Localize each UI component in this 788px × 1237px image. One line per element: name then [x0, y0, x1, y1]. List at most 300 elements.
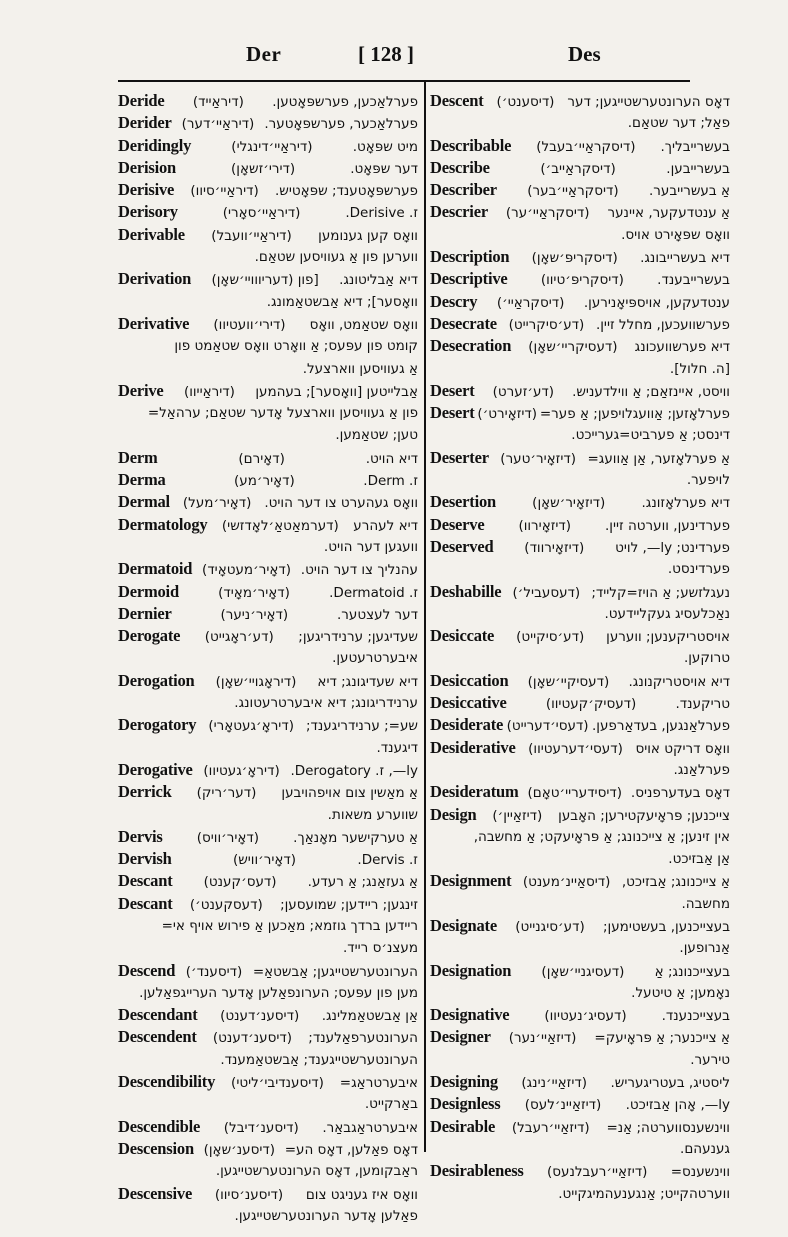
dictionary-entry [118, 224, 418, 269]
pronunciation: (דיסענ׳דיבל) [223, 1119, 299, 1136]
definition: דיא בעשרייבונג. [640, 250, 730, 267]
entry-first-line [118, 268, 418, 290]
entry-first-line [430, 313, 730, 335]
headword: Deridingly [118, 135, 192, 155]
headword: Deserved [430, 536, 494, 556]
entry-first-line [430, 1093, 730, 1115]
pronunciation: (דעסעביל׳) [512, 584, 581, 601]
headword: Descrier [430, 202, 488, 222]
definition: פערדינט; ly—, לויט [615, 539, 730, 556]
entry-first-line [430, 581, 730, 603]
pronunciation: (דיסקראַייב׳) [540, 160, 616, 177]
definition-continuation: מעצנ׳ס רייד. [342, 940, 418, 957]
dictionary-entry [430, 1004, 730, 1026]
pronunciation: (דיזאָיר׳טער) [500, 450, 576, 467]
definition: דיא פערשוועכונג [634, 339, 730, 356]
dictionary-entry [430, 781, 730, 803]
pronunciation: (דיסקראַיי׳בער) [527, 183, 619, 200]
definition-continuation: וואָסער]; דיא אַבשטאַמונג. [266, 293, 418, 310]
dictionary-entry [430, 291, 730, 313]
headword: Describe [430, 157, 490, 177]
headword: Designate [430, 915, 497, 935]
dictionary-entry [430, 201, 730, 246]
dictionary-entry [118, 135, 418, 157]
headword: Desideratum [430, 782, 519, 802]
definition: פערלאַכער, פערשפּאָטער. [264, 116, 418, 133]
definition: בעשרייבען. [666, 160, 730, 177]
entry-first-line [430, 714, 730, 736]
entry-first-line [118, 1026, 418, 1048]
headword: Desirableness [430, 1161, 524, 1181]
definition-continuation: ווערטהקייט; אַנגענעהמיגקייט. [558, 1185, 730, 1202]
dictionary-entry [430, 335, 730, 380]
entry-first-line [430, 246, 730, 268]
headword: Derma [118, 470, 166, 490]
dictionary-entry [118, 558, 418, 580]
entry-first-line [430, 1160, 730, 1182]
headword: Desiccative [430, 693, 507, 713]
dictionary-entry [118, 625, 418, 670]
headword: Dervis [118, 826, 163, 846]
definition-continuation: מחשבה. [681, 895, 730, 912]
entry-first-line [118, 380, 418, 402]
definition-continuation: פון אַ געוויסען ווארצעל אָדער שטאַם; ערהאַל= [147, 405, 418, 422]
definition: וואָס איז געניגט צום [305, 1186, 418, 1203]
pronunciation: (דיראַיי׳דינגלי) [231, 138, 313, 155]
headword: Derogate [118, 626, 181, 646]
definition-continuation: פערלאַנג. [673, 761, 730, 778]
header-rule [118, 80, 690, 82]
entry-first-line [118, 603, 418, 625]
dictionary-entry [118, 960, 418, 1005]
definition: עהנליך צו דער הויט. [300, 562, 418, 579]
definition: וואָס דריקט אויס [635, 740, 730, 757]
entry-first-line [430, 491, 730, 513]
pronunciation: (דיסענדיבי׳ליטי) [231, 1075, 324, 1092]
definition-continuation: [ה. חלול]. [669, 360, 730, 377]
entry-first-line [430, 335, 730, 357]
right-column [430, 90, 730, 1202]
definition-continuation: וועגען דער הויט. [323, 538, 418, 555]
dictionary-entry [430, 135, 730, 157]
headword: Designation [430, 960, 512, 980]
dictionary-entry [430, 246, 730, 268]
headword: Deserter [430, 447, 489, 467]
entry-first-line [118, 960, 418, 982]
headword: Dernier [118, 603, 172, 623]
pronunciation: (דע׳זערט) [492, 383, 555, 400]
dictionary-entry [430, 157, 730, 179]
pronunciation: (דיזאַיי׳רעבל) [511, 1119, 590, 1136]
pronunciation: (דיזאָירווד) [524, 539, 585, 556]
definition: אַן אַבשטאַמלינג. [321, 1008, 418, 1025]
definition: בעצייכנונג; אַ [654, 963, 730, 980]
headword: Describable [430, 135, 512, 155]
pronunciation: (דיראָ׳געטאָרי) [208, 718, 294, 735]
definition-continuation: נאָמען; אַ טיטעל. [631, 984, 730, 1001]
definition: בעשרייבליך. [660, 138, 730, 155]
entry-first-line [118, 759, 418, 781]
pronunciation: (דע׳סיקרייט) [508, 316, 585, 333]
definition-continuation: דינסט; אַ פערביט=גערייכט. [571, 427, 730, 444]
pronunciation: [פון (דעריווויי׳שאָן) [211, 272, 319, 289]
dictionary-entry [118, 1116, 418, 1138]
entry-first-line [118, 848, 418, 870]
definition-continuation: אַ געוויסען ווארצעל. [302, 360, 418, 377]
definition: איבערטראַג= [339, 1075, 418, 1092]
definition-continuation: וואָס שפּאָירט אויס. [621, 226, 730, 243]
entry-first-line [118, 224, 418, 246]
pronunciation: (דיזאַיי׳נינג) [521, 1075, 588, 1092]
pronunciation: (דיסענ׳סיוו) [214, 1186, 284, 1203]
header-guide-word-left: Der [246, 42, 282, 66]
headword: Descendant [118, 1005, 198, 1025]
definition-continuation: שווערע משאות. [327, 806, 418, 823]
headword: Derivative [118, 313, 190, 333]
dictionary-entry [118, 1071, 418, 1116]
entry-first-line [118, 1071, 418, 1093]
pronunciation: (דיראַיי׳סאָרי) [222, 205, 301, 222]
headword: Designer [430, 1027, 491, 1047]
dictionary-entry [118, 380, 418, 447]
definition: צייכנען; פּראָיעקטירען; האָבען [558, 807, 730, 824]
dictionary-entry [118, 670, 418, 715]
entry-first-line [118, 870, 418, 892]
entry-first-line [430, 692, 730, 714]
pronunciation: (דעסיקריי׳שאָן) [528, 339, 618, 356]
dictionary-entry [118, 90, 418, 112]
definition: ווינשענס= [670, 1164, 730, 1181]
pronunciation: (דיסקריפּ׳טיוו) [540, 272, 624, 289]
pronunciation: (דיסענ׳דענט) [212, 1030, 293, 1047]
headword: Descendent [118, 1027, 197, 1047]
definition: דיא לעהרע [353, 517, 418, 534]
definition-continuation: פערדינסט. [667, 561, 730, 578]
pronunciation: (דיזאָירט׳) [477, 406, 538, 423]
definition: וואָס שטאַמט, וואָס [309, 316, 418, 333]
definition: זינגען; ריידען; שמועסען; [280, 896, 418, 913]
headword: Descension [118, 1138, 194, 1158]
headword: Describer [430, 180, 497, 200]
headword: Descant [118, 871, 173, 891]
dictionary-entry [118, 603, 418, 625]
definition: מיט שפּאָט. [352, 138, 418, 155]
headword: Descriptive [430, 269, 508, 289]
dictionary-entry [118, 179, 418, 201]
entry-first-line [430, 402, 730, 424]
headword: Deserve [430, 514, 485, 534]
entry-first-line [430, 915, 730, 937]
definition: ז. Derisive. [345, 205, 418, 222]
definition: דיא אויסטריקנונג. [628, 673, 730, 690]
dictionary-entry [118, 268, 418, 313]
pronunciation: (דע׳סיקייט) [516, 629, 585, 646]
definition-continuation: ראַבקומען, דאָס הערונטערשטייגען. [215, 1163, 418, 1180]
headword: Derrick [118, 782, 172, 802]
definition: נעגלזשע; אַ הויז=קלייד; [591, 584, 730, 601]
headword: Descendibility [118, 1072, 216, 1092]
dictionary-entry [430, 1071, 730, 1093]
pronunciation: (דעסיק׳קעטיוו) [545, 696, 637, 713]
entry-first-line [118, 893, 418, 915]
pronunciation: (דיזאַיינ׳לעס) [524, 1097, 602, 1114]
definition: דיא אַבליטונג. [339, 272, 418, 289]
entry-first-line [118, 1116, 418, 1138]
entry-first-line [118, 112, 418, 134]
entry-first-line [430, 1026, 730, 1048]
pronunciation: (דאָיר׳ניער) [220, 606, 289, 623]
headword: Dervish [118, 849, 172, 869]
definition: פערשוועכען, מחלל זיין. [595, 316, 730, 333]
definition: שעדיגען; ערנידריגען; [298, 629, 418, 646]
headword: Descend [118, 960, 176, 980]
definition-continuation: אין זינען; אַ צייכנונג; אַ פּראָיעקט; אַ מחשבה, [473, 828, 730, 845]
definition: טריקענד. [675, 696, 730, 713]
definition: אויסטריקענען; ווערען [606, 629, 730, 646]
pronunciation: (דער׳ריק) [196, 785, 257, 802]
definition: דאָס פאַלען, דאָס הע= [284, 1141, 418, 1158]
dictionary-entry [118, 469, 418, 491]
definition: אַ צייכנונג; אַבזיכט, [621, 874, 730, 891]
definition: פערלאַכען, פערשפּאָטען. [272, 94, 418, 110]
dictionary-entry [118, 1138, 418, 1183]
definition: אַ בעשרייבער. [649, 183, 730, 200]
entry-first-line [118, 714, 418, 736]
dictionary-entry [118, 112, 418, 134]
definition: בעצייכנענד. [661, 1008, 730, 1025]
dictionary-entry [430, 1116, 730, 1161]
dictionary-entry [430, 625, 730, 670]
dictionary-entry [430, 402, 730, 447]
entry-first-line [430, 1071, 730, 1093]
definition-continuation: פאַל; דער שטאַם. [627, 115, 730, 132]
dictionary-entry [118, 1183, 418, 1228]
entry-first-line [118, 558, 418, 580]
pronunciation: (דיזאַיי׳רעבלנעס) [546, 1164, 648, 1181]
entry-first-line [430, 380, 730, 402]
headword: Derisory [118, 202, 178, 222]
entry-first-line [118, 469, 418, 491]
entry-first-line [118, 313, 418, 335]
headword: Derider [118, 113, 172, 133]
headword: Desertion [430, 492, 497, 512]
entry-first-line [430, 670, 730, 692]
pronunciation: (דעס׳קענט) [203, 874, 277, 891]
dictionary-entry [430, 1160, 730, 1205]
headword: Description [430, 247, 510, 267]
entry-first-line [118, 826, 418, 848]
dictionary-entry [118, 491, 418, 513]
headword: Descant [118, 893, 173, 913]
definition: ז. Dervis. [357, 852, 418, 869]
definition: דיא פערלאָזונג. [641, 495, 730, 512]
dictionary-entry [430, 714, 730, 736]
definition: אַ ענטדעקער, איינער [607, 205, 730, 222]
definition: אַ צייכנער; אַ פּראָיעק= [594, 1030, 730, 1047]
entry-first-line [118, 514, 418, 536]
pronunciation: (דיזאָירוו) [518, 517, 572, 534]
definition: פערדינען, ווערטה זיין. [605, 517, 730, 534]
headword: Desecration [430, 336, 512, 356]
dictionary-entry [118, 826, 418, 848]
pronunciation: (דיסענ׳דענט) [220, 1008, 300, 1025]
definition: דיא הויט. [365, 450, 418, 467]
pronunciation: (דיסקראַיי׳) [496, 294, 565, 311]
definition-continuation: נאַכלעסיג געקליידעט. [604, 605, 730, 622]
entry-first-line [430, 781, 730, 803]
entry-first-line [430, 625, 730, 647]
dictionary-entry [430, 804, 730, 871]
pronunciation: (דעסיקיי׳שאָן) [527, 673, 610, 690]
definition: שע=; ערנידריגענד; [305, 718, 418, 735]
dictionary-entry [430, 960, 730, 1005]
definition: דאָס בעדערפניס. [630, 785, 730, 802]
header-guide-word-right: Des [568, 42, 601, 66]
headword: Derisive [118, 180, 175, 200]
dictionary-entry [118, 1026, 418, 1071]
headword: Derision [118, 157, 176, 177]
definition: ly—, אָהן אַבזיכט. [625, 1097, 730, 1114]
definition-continuation: איבערטרעטען. [332, 650, 418, 667]
headword: Desiderative [430, 737, 516, 757]
entry-first-line [118, 670, 418, 692]
pronunciation: (דיסקראַיי׳בעבל) [536, 138, 636, 155]
headword: Designing [430, 1072, 498, 1092]
pronunciation: (דיראָגויי׳שאָן) [215, 673, 297, 690]
entry-first-line [118, 491, 418, 513]
headword: Derivable [118, 224, 185, 244]
pronunciation: (דאָיר׳מעטאָיד) [202, 562, 292, 579]
pronunciation: (דיסידעריי׳טאָם) [527, 785, 622, 802]
pronunciation: (דיזאַיי׳נער) [508, 1030, 577, 1047]
dictionary-entry [430, 737, 730, 782]
pronunciation: (דאָיר׳מע) [234, 473, 295, 490]
headword: Desirable [430, 1116, 496, 1136]
pronunciation: (דאָיר׳וויס) [196, 829, 260, 846]
definition: וויסט, איינזאַם; אַ ווילדעניש. [572, 383, 730, 400]
entry-first-line [118, 201, 418, 223]
definition: אַ געזאַנג; אַ רעדע. [307, 874, 418, 891]
definition-continuation: גענעהם. [680, 1140, 730, 1157]
definition-continuation: באַרקייט. [364, 1096, 418, 1113]
entry-first-line [430, 960, 730, 982]
definition: וואָס געהערט צו דער הויט. [264, 495, 418, 512]
pronunciation: (דאָיר׳מאָיד) [218, 584, 290, 601]
entry-first-line [430, 804, 730, 826]
headword: Derm [118, 447, 158, 467]
entry-first-line [118, 1004, 418, 1026]
dictionary-entry [430, 536, 730, 581]
pronunciation: (דעסי׳דערעטיוו) [528, 740, 623, 757]
dictionary-entry [118, 714, 418, 759]
definition: הערונטערפאַלענד; [308, 1030, 418, 1047]
headword: Desiccate [430, 626, 495, 646]
entry-first-line [118, 90, 418, 112]
definition-continuation: אַנרופען. [679, 940, 730, 957]
definition: הערונטערשטייגען; אַבשטאַ= [252, 963, 418, 980]
pronunciation: (דאָיר׳וויש) [232, 852, 297, 869]
definition: ly—, ז. Derogatory. [290, 762, 418, 779]
dictionary-entry [118, 157, 418, 179]
pronunciation: (דיסענד׳) [185, 963, 243, 980]
pronunciation: (דיסקראַיי׳ער) [505, 205, 590, 222]
definition-continuation: טען; שטאַמען. [335, 427, 418, 444]
dictionary-entry [430, 870, 730, 915]
pronunciation: (דעסיגניי׳שאָן) [541, 963, 625, 980]
definition: דער לעצטער. [337, 606, 418, 623]
definition-continuation: אַן אַבזיכט. [668, 851, 730, 868]
definition-continuation: קומט פון עפּעס; אַ וואָרט וואָס שטאַמט פון [174, 338, 418, 355]
entry-first-line [430, 1004, 730, 1026]
pronunciation: (דאָירם) [238, 450, 285, 467]
entry-first-line [118, 581, 418, 603]
dictionary-entry [430, 514, 730, 536]
headword: Deshabille [430, 581, 502, 601]
entry-first-line [118, 135, 418, 157]
entry-first-line [118, 625, 418, 647]
definition: ענטדעקען, אויספּיאָנירען. [583, 294, 730, 311]
pronunciation: (דעסקענט׳) [189, 896, 263, 913]
dictionary-entry [118, 759, 418, 781]
entry-first-line [118, 179, 418, 201]
column-divider [424, 82, 426, 1152]
entry-first-line [430, 179, 730, 201]
entry-first-line [430, 90, 730, 112]
pronunciation: (דיראַייוו) [183, 383, 235, 400]
headword: Desert [430, 380, 475, 400]
definition: אַ מאַשין צום אויפהויבען [281, 785, 418, 802]
dictionary-entry [430, 90, 730, 135]
headword: Desert [430, 403, 475, 423]
headword: Designative [430, 1005, 510, 1025]
definition: פערלאָזען; אַוועגלויפען; אַ פער= [539, 406, 730, 423]
headword: Derogatory [118, 715, 197, 735]
pronunciation: (דיראַיי׳דער) [181, 116, 255, 133]
entry-first-line [118, 1183, 418, 1205]
pronunciation: (דעסי׳דערייט) [506, 718, 589, 735]
definition: ז. Dermatoid. [329, 584, 418, 601]
dictionary-entry [430, 1093, 730, 1115]
entry-first-line [118, 1138, 418, 1160]
definition: דער שפּאָט. [350, 160, 418, 177]
definition: אַ טערקישער מאָנאַך. [293, 829, 418, 846]
pronunciation: (דיסקריפּ׳שאָן) [531, 250, 618, 267]
dictionary-entry [430, 380, 730, 402]
definition-continuation: הערונטערשטייגענד; אַבשטאַמענד. [220, 1051, 418, 1068]
dictionary-entry [118, 581, 418, 603]
pronunciation: (דע׳סיגנייט) [515, 918, 585, 935]
headword: Designless [430, 1094, 501, 1114]
entry-first-line [430, 291, 730, 313]
pronunciation: (דיזאַיין׳) [492, 807, 543, 824]
page-header [0, 42, 788, 76]
headword: Desecrate [430, 313, 497, 333]
pronunciation: (דיסאַיינ׳מענט) [522, 874, 611, 891]
headword: Derogation [118, 670, 195, 690]
headword: Descry [430, 291, 478, 311]
dictionary-entry [118, 893, 418, 960]
definition-continuation: ערנידריגונג; דיא איבערטרעטונג. [234, 695, 418, 712]
dictionary-entry [118, 514, 418, 559]
dictionary-entry [118, 313, 418, 380]
headword: Desiderate [430, 715, 504, 735]
definition: פערלאַנגען, בעדאַרפען. [592, 718, 730, 735]
pronunciation: (דעסיג׳נעטיוו) [544, 1008, 627, 1025]
headword: Derogative [118, 759, 193, 779]
page-number: [ 128 ] [358, 42, 414, 66]
definition: ליסטיג, בעטריגעריש. [610, 1075, 730, 1092]
dictionary-entry [430, 268, 730, 290]
